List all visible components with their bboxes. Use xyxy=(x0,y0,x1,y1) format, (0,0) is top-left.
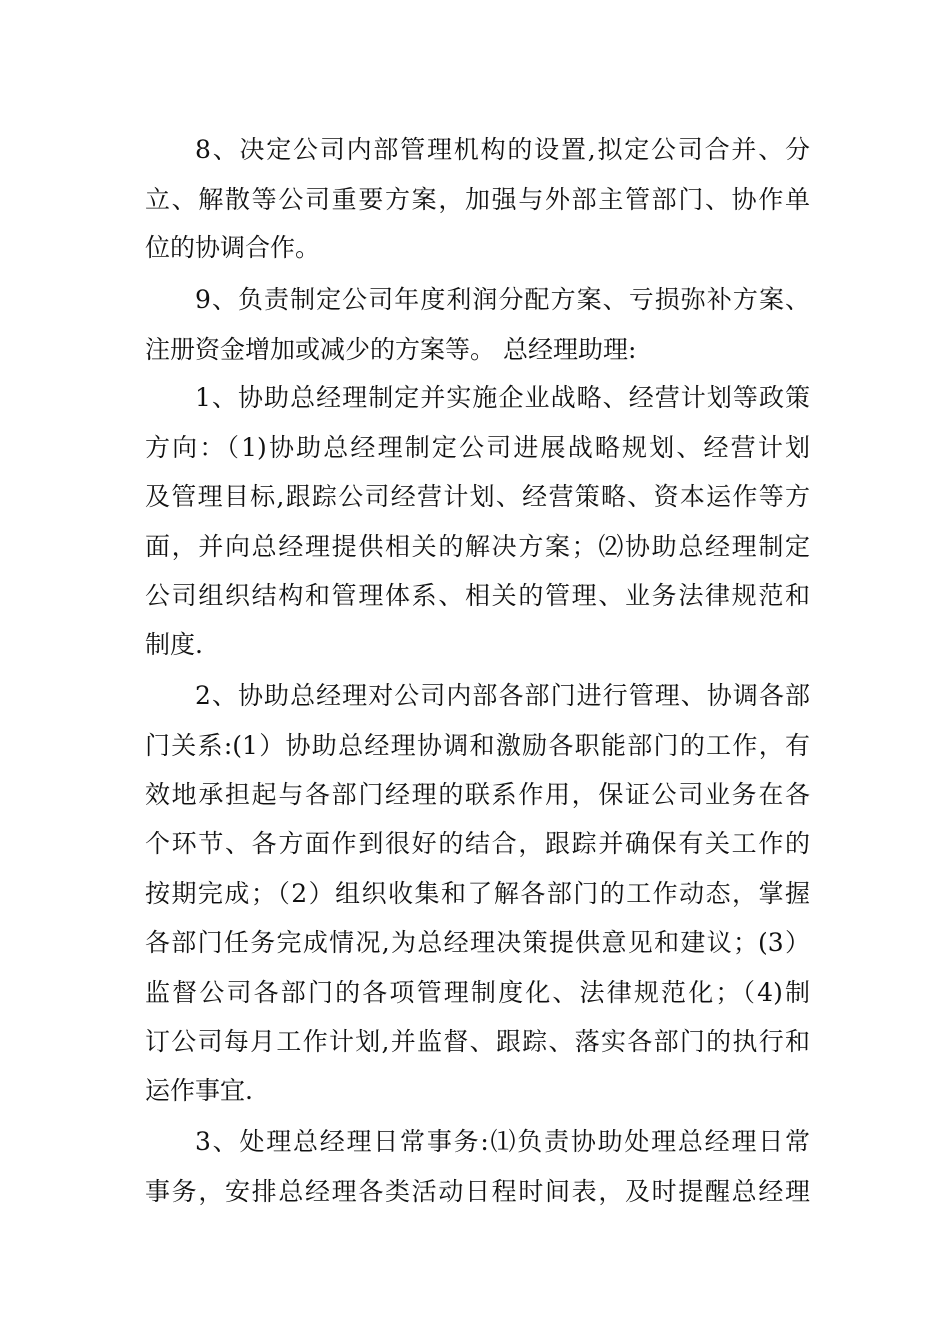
text-line: 9、负责制定公司年度利润分配方案、亏损弥补方案、 xyxy=(195,285,810,314)
text-line: 按期完成；（2）组织收集和了解各部门的工作动态，掌握 xyxy=(145,879,810,908)
text-line: 3、处理总经理日常事务:⑴负责协助处理总经理日常 xyxy=(195,1127,810,1156)
text-line: 注册资金增加或减少的方案等。 总经理助理: xyxy=(145,335,637,364)
text-line: 个环节、各方面作到很好的结合，跟踪并确保有关工作的 xyxy=(145,829,810,858)
text-line: 订公司每月工作计划,并监督、跟踪、落实各部门的执行和 xyxy=(145,1027,810,1056)
text-line: 8、决定公司内部管理机构的设置,拟定公司合并、分 xyxy=(195,135,810,164)
text-line: 事务，安排总经理各类活动日程时间表，及时提醒总经理 xyxy=(145,1177,810,1206)
text-line: 运作事宜. xyxy=(145,1076,253,1105)
text-line: 面，并向总经理提供相关的解决方案；⑵协助总经理制定 xyxy=(145,532,810,561)
text-line: 各部门任务完成情况,为总经理决策提供意见和建议；(3） xyxy=(145,928,810,957)
text-line: 及管理目标,跟踪公司经营计划、经营策略、资本运作等方 xyxy=(145,482,810,511)
text-line: 2、协助总经理对公司内部各部门进行管理、协调各部 xyxy=(195,681,810,710)
text-line: 立、解散等公司重要方案，加强与外部主管部门、协作单 xyxy=(145,185,810,214)
text-line: 效地承担起与各部门经理的联系作用，保证公司业务在各 xyxy=(145,780,810,809)
text-line: 门关系:(1）协助总经理协调和激励各职能部门的工作，有 xyxy=(145,731,810,760)
text-line: 方向：（1)协助总经理制定公司进展战略规划、经营计划 xyxy=(145,433,810,462)
text-line: 位的协调合作。 xyxy=(145,233,321,262)
text-line: 制度. xyxy=(145,630,203,659)
text-line: 监督公司各部门的各项管理制度化、法律规范化；（4)制 xyxy=(145,978,810,1007)
text-line: 1、协助总经理制定并实施企业战略、经营计划等政策 xyxy=(195,383,810,412)
text-line: 公司组织结构和管理体系、相关的管理、业务法律规范和 xyxy=(145,581,810,610)
